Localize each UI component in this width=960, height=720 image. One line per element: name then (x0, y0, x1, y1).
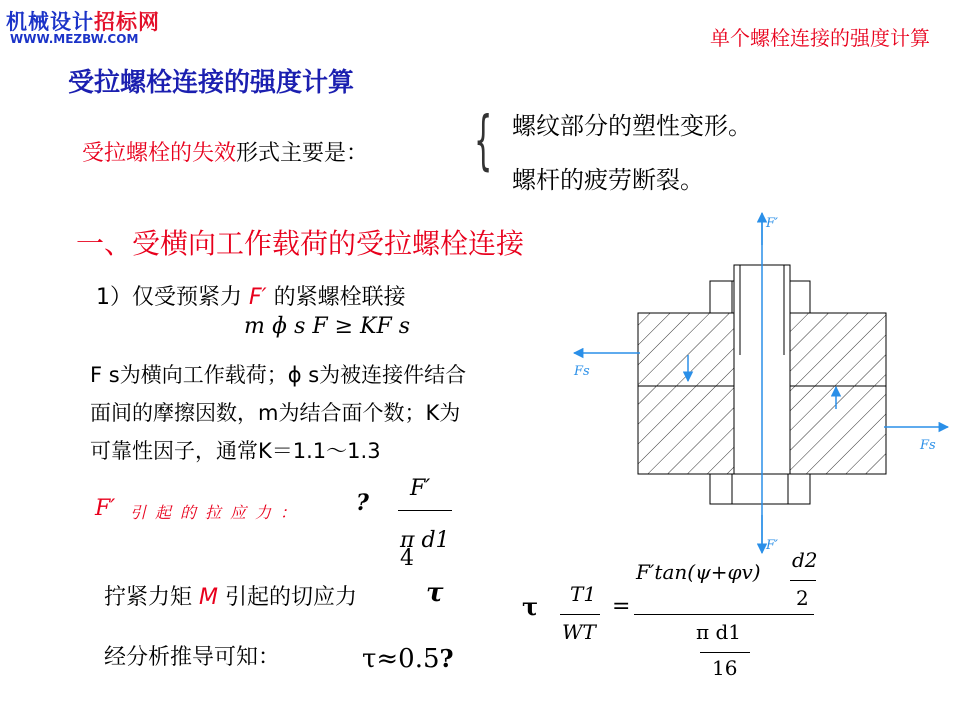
formula2-line-small (560, 614, 600, 615)
header-title: 单个螺栓连接的强度计算 (710, 26, 930, 50)
formula2-d2: d2 (792, 548, 818, 572)
bolt-head (710, 474, 810, 504)
para-line-3: 可靠性因子，通常K＝1.1～1.3 (90, 439, 381, 463)
formula2-WT: WT (562, 620, 596, 644)
formula2-equals: = (612, 594, 631, 619)
fraction1-numerator: F′ (410, 476, 431, 501)
torque-prefix: 拧紧力矩 (104, 585, 199, 610)
failure-label (82, 136, 368, 167)
fraction1-line (398, 510, 452, 511)
sub1-sym: F′ (249, 285, 267, 310)
main-title: 受拉螺栓连接的强度计算 (68, 68, 355, 98)
sub1-suffix: 的紧螺栓联接 (266, 285, 406, 310)
analysis-sym: ? (439, 644, 454, 673)
section-title: 一、受横向工作载荷的受拉螺栓连接 (76, 227, 525, 260)
failure-form-2: 螺杆的疲劳断裂。 (512, 166, 704, 194)
formula2-sixteen: 16 (712, 656, 738, 680)
tau-symbol: τ (426, 578, 444, 608)
prestress-sym: F′ (95, 496, 116, 521)
analysis-number: 0.5 (398, 644, 440, 674)
torque-suffix: 引起的切应力 (217, 585, 357, 610)
formula2-line-big (634, 614, 814, 615)
plate-top-left (638, 313, 741, 386)
plate-bottom-right (783, 386, 886, 474)
plate-bottom-left (638, 386, 741, 474)
paragraph-definitions (90, 356, 466, 470)
analysis-value: τ≈0.5? (362, 644, 454, 674)
subsection-1 (96, 280, 406, 311)
formula2-top: F′tan(ψ+φv) (636, 560, 761, 584)
den-pi: π (400, 528, 415, 553)
formula2-line-den (700, 652, 750, 653)
failure-label-black: 形式主要是： (236, 141, 369, 166)
den-d1: d1 (421, 528, 450, 553)
para-line-2: 面间的摩擦因数，m为结合面个数；K为 (90, 401, 461, 425)
plate-top-right (783, 313, 886, 386)
formula2-pi-d1: π d1 (696, 620, 742, 644)
logo-part1: 机械设计 (6, 10, 94, 34)
failure-form-1: 螺纹部分的塑性变形。 (512, 112, 752, 140)
brace-icon: { (474, 104, 493, 178)
failure-label-red: 受拉螺栓的失效 (82, 141, 237, 166)
fraction1-den-4: 4 (400, 546, 414, 571)
prestress-label: 引起的拉应力： (130, 503, 306, 522)
formula2-two: 2 (796, 586, 809, 610)
label-right: Fs (920, 438, 936, 453)
logo-part2: 招标网 (94, 10, 160, 34)
torque-sym: M (199, 585, 218, 610)
logo-url: WWW.MEZBW.COM (10, 32, 139, 46)
sub1-prefix: 1）仅受预紧力 (96, 285, 249, 310)
torque-line (104, 580, 357, 611)
formula2-T1: T1 (570, 582, 597, 606)
label-top: F′ (766, 216, 778, 231)
label-left: Fs (574, 364, 590, 379)
tau-formula-symbol: τ (522, 592, 539, 621)
para-line-1: F s为横向工作载荷；ɸ s为被连接件结合 (90, 363, 467, 387)
formula2-d2-line (790, 580, 816, 581)
analysis-label: 经分析推导可知： (104, 645, 281, 670)
sigma-symbol: ? (356, 490, 369, 516)
bolt-diagram (560, 205, 960, 560)
equation-friction: m ɸ s F ≥ KF s (244, 314, 411, 339)
label-bottom: F′ (766, 538, 778, 553)
